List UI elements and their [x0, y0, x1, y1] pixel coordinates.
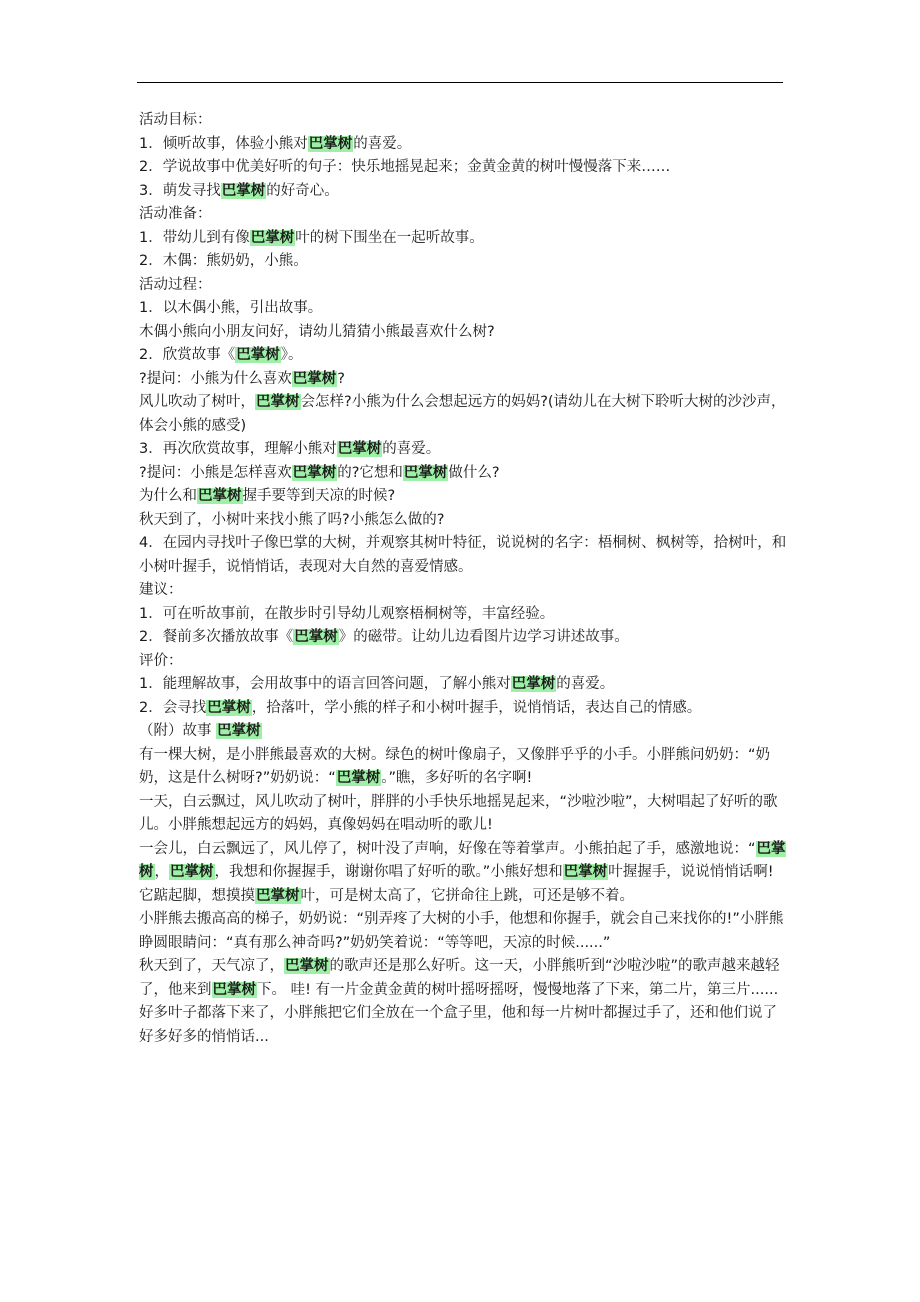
text-line [139, 744, 791, 791]
text-segment: 1．带幼儿到有像 [139, 229, 250, 246]
text-segment: ，我想和你握握手，谢谢你唱了好听的歌。”小熊好想和 [214, 864, 563, 880]
text-segment: 做什么? [448, 464, 500, 481]
text-segment: 评价： [139, 652, 183, 669]
keyword-highlight: 巴掌树 [308, 135, 353, 152]
text-segment: 风儿吹动了树叶， [139, 394, 255, 410]
keyword-highlight: 巴掌树 [139, 840, 786, 880]
text-line [139, 438, 791, 462]
text-segment: 1．可在听故事前，在散步时引导幼儿观察梧桐树等，丰富经验。 [139, 605, 555, 622]
text-line [139, 532, 791, 579]
text-segment: 1．能理解故事，会用故事中的语言回答问题，了解小熊对 [139, 676, 511, 692]
text-line [139, 368, 791, 392]
text-segment: ，拾落叶，学小熊的样子和小树叶握手，说悄悄话，表达自己的情感。 [251, 699, 702, 716]
document-body [139, 109, 791, 1049]
text-segment: 一会儿，白云飘远了，风儿停了，树叶没了声响，好像在等着掌声。小熊拍起了手，感激地说：“ [139, 840, 756, 857]
text-segment: 活动目标： [139, 112, 212, 128]
text-segment: 叶，可是树太高了，它拼命往上跳，可还是够不着。 [300, 887, 634, 904]
text-segment: 的好奇心。 [266, 182, 339, 199]
text-segment: 的喜爱。 [382, 441, 441, 457]
text-line [139, 603, 791, 627]
keyword-highlight: 巴掌树 [198, 488, 242, 504]
text-line [139, 908, 791, 955]
text-line [139, 203, 791, 227]
keyword-highlight: 巴掌树 [217, 723, 261, 739]
text-segment: 。”瞧，多好听的名字啊! [381, 770, 533, 786]
text-segment: 2．餐前多次播放故事《 [139, 629, 294, 645]
keyword-highlight: 巴掌树 [563, 864, 608, 880]
keyword-highlight: 巴掌树 [212, 981, 256, 998]
text-segment: 活动准备： [139, 206, 212, 222]
text-segment: 1．倾听故事，体验小熊对 [139, 135, 308, 152]
keyword-highlight: 巴掌树 [294, 629, 338, 645]
text-line [139, 297, 791, 321]
text-line [139, 650, 791, 674]
text-line [139, 791, 791, 838]
text-segment: 》的磁带。让幼儿边看图片边学习讲述故事。 [338, 629, 629, 645]
keyword-highlight: 巴掌树 [336, 770, 381, 786]
text-line [139, 250, 791, 274]
text-segment: 建议： [139, 582, 183, 598]
keyword-highlight: 巴掌树 [256, 887, 300, 904]
text-segment: 的歌声还是那么好听。这一天，小胖熊听到“沙啦沙啦”的歌声越来越轻了，他来到 [139, 958, 780, 998]
text-line [139, 109, 791, 133]
text-line [139, 697, 791, 721]
text-line [139, 391, 791, 438]
text-segment: 握手要等到天凉的时候? [242, 488, 396, 504]
text-line [139, 579, 791, 603]
keyword-highlight: 巴掌树 [170, 864, 214, 880]
keyword-highlight: 巴掌树 [511, 676, 556, 692]
text-line [139, 509, 791, 533]
text-segment: 会怎样?小熊为什么会想起远方的妈妈?(请幼儿在大树下聆听大树的沙沙声，体会小熊的感受) [139, 394, 786, 434]
keyword-highlight: 巴掌树 [221, 182, 266, 199]
text-segment: ?提问：小熊为什么喜欢 [139, 370, 292, 387]
text-line [139, 673, 791, 697]
keyword-highlight: 巴掌树 [337, 441, 382, 457]
keyword-highlight: 巴掌树 [403, 464, 448, 481]
text-segment: 活动过程： [139, 276, 212, 293]
keyword-highlight: 巴掌树 [207, 699, 251, 716]
text-line [139, 344, 791, 368]
text-line [139, 133, 791, 157]
text-segment: 的喜爱。 [353, 135, 412, 152]
text-segment: 》。 [280, 347, 303, 363]
text-segment: 一天，白云飘过，风儿吹动了树叶，胖胖的小手快乐地摇晃起来，“沙啦沙啦”，大树唱起了好听的歌儿。小胖熊想起远方的妈妈，真像妈妈在唱动听的歌儿! [139, 793, 778, 833]
text-segment: 2．学说故事中优美好听的句子：快乐地摇晃起来；金黄金黄的树叶慢慢落下来…… [139, 159, 671, 175]
text-segment: 秋天到了，天气凉了， [139, 958, 284, 974]
keyword-highlight: 巴掌树 [236, 347, 280, 363]
text-segment: 小胖熊去搬高高的梯子，奶奶说：“别弄疼了大树的小手，他想和你握手，就会自己来找你的!”小胖熊睁圆眼睛问：“真有那么神奇吗?”奶奶笑着说：“等等吧，天凉的时候......” [139, 911, 784, 951]
text-segment: （附）故事 [139, 723, 217, 739]
text-segment: ? [337, 370, 345, 387]
text-line [139, 626, 791, 650]
text-line [139, 955, 791, 1049]
text-segment: 的?它想和 [337, 464, 403, 481]
text-line [139, 274, 791, 298]
text-segment: 4．在园内寻找叶子像巴掌的大树，并观察其树叶特征，说说树的名字：梧桐树、枫树等，拾树叶，和小树叶握手，说悄悄话，表现对大自然的喜爱情感。 [139, 535, 787, 575]
text-line [139, 321, 791, 345]
text-segment: 下。 哇! 有一片金黄金黄的树叶摇呀摇呀，慢慢地落了下来，第二片，第三片......好多叶子都落下来了，小胖熊把它们全放在一个盒子里，他和每一片树叶都握过手了，还和他们说了好多好多的悄悄话... [139, 981, 779, 1045]
text-segment: 叶的树下围坐在一起听故事。 [295, 229, 484, 246]
text-line [139, 720, 791, 744]
text-segment: 1．以木偶小熊，引出故事。 [139, 300, 323, 316]
text-segment: 2．会寻找 [139, 699, 207, 716]
text-segment: 3．再次欣赏故事，理解小熊对 [139, 441, 337, 457]
text-segment: 秋天到了，小树叶来找小熊了吗?小熊怎么做的? [139, 511, 445, 528]
text-segment: 为什么和 [139, 488, 197, 504]
text-line [139, 485, 791, 509]
keyword-highlight: 巴掌树 [292, 370, 337, 387]
text-line [139, 462, 791, 486]
text-line [139, 227, 791, 251]
text-segment: ?提问：小熊是怎样喜欢 [139, 464, 292, 481]
text-line [139, 838, 791, 909]
keyword-highlight: 巴掌树 [250, 229, 295, 246]
keyword-highlight: 巴掌树 [292, 464, 337, 481]
text-segment: ， [154, 864, 169, 880]
text-line [139, 156, 791, 180]
text-segment: 3．萌发寻找 [139, 182, 221, 199]
text-segment: 2．木偶：熊奶奶，小熊。 [139, 253, 308, 269]
text-segment: 2．欣赏故事《 [139, 347, 236, 363]
keyword-highlight: 巴掌树 [285, 958, 329, 974]
header-rule [137, 82, 783, 83]
text-segment: 有一棵大树，是小胖熊最喜欢的大树。绿色的树叶像扇子，又像胖乎乎的小手。小胖熊问奶奶：“奶奶，这是什么树呀?”奶奶说：“ [139, 746, 771, 786]
text-segment: 叶握握手，说说悄悄话啊! 它踮起脚，想摸摸 [139, 864, 774, 904]
keyword-highlight: 巴掌树 [256, 394, 300, 410]
text-line [139, 180, 791, 204]
text-segment: 木偶小熊向小朋友问好，请幼儿猜猜小熊最喜欢什么树? [139, 323, 495, 340]
text-segment: 的喜爱。 [556, 676, 615, 692]
